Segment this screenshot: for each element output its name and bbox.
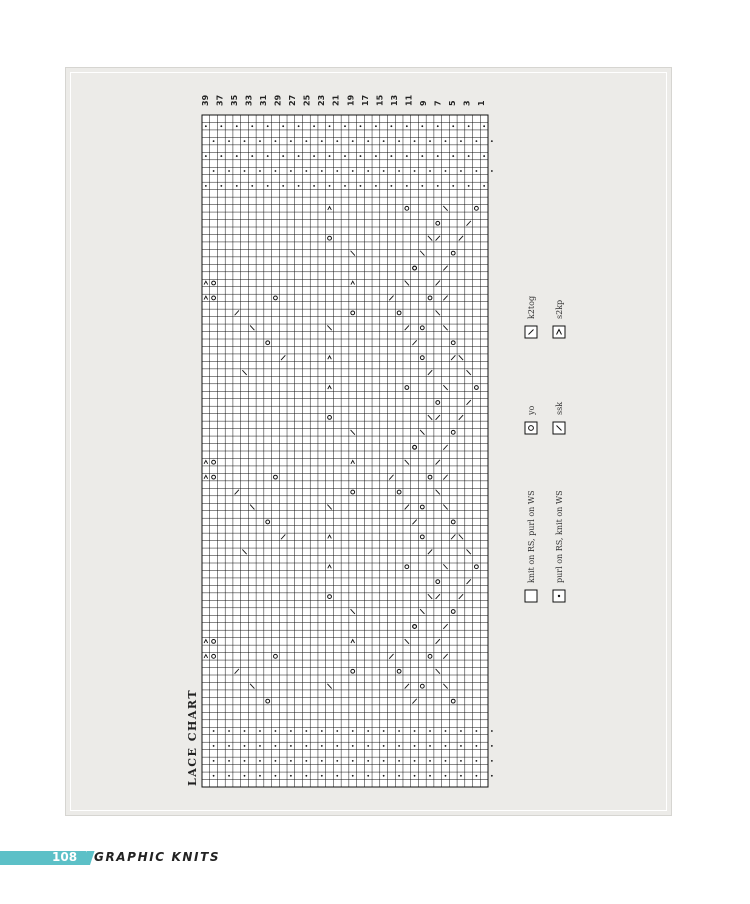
legend-label-yo: yo [527, 405, 536, 415]
purl-symbol [344, 125, 346, 127]
purl-symbol [476, 140, 478, 142]
purl-symbol [213, 140, 215, 142]
page-number: 108 [52, 850, 78, 864]
purl-symbol [483, 125, 485, 127]
purl-symbol [429, 730, 431, 732]
purl-symbol [383, 760, 385, 762]
purl-symbol [267, 125, 269, 127]
purl-symbol [228, 745, 230, 747]
purl-symbol [429, 745, 431, 747]
purl-symbol [383, 775, 385, 777]
legend-label-knit: knit on RS, purl on WS [527, 490, 536, 583]
row-number-label: 13 [389, 94, 399, 106]
purl-symbol [336, 760, 338, 762]
purl-symbol [352, 745, 354, 747]
purl-symbol [313, 185, 315, 187]
purl-symbol [282, 185, 284, 187]
purl-symbol [367, 775, 369, 777]
row-number-label: 29 [273, 94, 283, 106]
purl-symbol [282, 155, 284, 157]
purl-symbol [452, 125, 454, 127]
purl-symbol [491, 140, 493, 142]
purl-symbol [437, 125, 439, 127]
purl-symbol [329, 125, 331, 127]
purl-symbol [414, 745, 416, 747]
row-number-label: 17 [360, 94, 370, 106]
purl-symbol [406, 185, 408, 187]
row-number-labels [201, 94, 486, 106]
purl-symbol [313, 125, 315, 127]
legend-purl-icon [558, 595, 560, 597]
purl-symbol [228, 140, 230, 142]
purl-symbol [352, 170, 354, 172]
purl-symbol [275, 730, 277, 732]
purl-symbol [406, 155, 408, 157]
purl-symbol [398, 170, 400, 172]
purl-symbol [305, 170, 307, 172]
purl-symbol [305, 140, 307, 142]
purl-symbol [321, 760, 323, 762]
legend-label-purl: purl on RS, knit on WS [555, 490, 564, 583]
purl-symbol [336, 775, 338, 777]
purl-symbol [414, 760, 416, 762]
purl-symbol [398, 140, 400, 142]
purl-symbol [329, 155, 331, 157]
purl-symbol [213, 775, 215, 777]
purl-symbol [267, 155, 269, 157]
purl-symbol [476, 760, 478, 762]
purl-symbol [228, 170, 230, 172]
purl-symbol [336, 730, 338, 732]
row-number-label: 23 [317, 94, 327, 106]
purl-symbol [398, 745, 400, 747]
purl-symbol [275, 745, 277, 747]
purl-symbol [321, 745, 323, 747]
row-number-label: 31 [259, 94, 269, 106]
purl-symbol [460, 745, 462, 747]
purl-symbol [360, 155, 362, 157]
purl-symbol [414, 140, 416, 142]
purl-symbol [429, 775, 431, 777]
purl-symbol [259, 140, 261, 142]
purl-symbol [429, 140, 431, 142]
purl-symbol [483, 185, 485, 187]
purl-symbol [476, 775, 478, 777]
purl-symbol [213, 760, 215, 762]
purl-symbol [367, 730, 369, 732]
purl-symbol [205, 185, 207, 187]
purl-symbol [275, 170, 277, 172]
legend-swatch-yo [525, 422, 537, 434]
purl-symbol [468, 125, 470, 127]
legend-swatch-knit [525, 590, 537, 602]
purl-symbol [390, 185, 392, 187]
chart-title: LACE CHART [186, 688, 199, 786]
purl-symbol [290, 170, 292, 172]
purl-symbol [414, 730, 416, 732]
purl-symbol [244, 140, 246, 142]
purl-symbol [220, 125, 222, 127]
purl-symbol [275, 775, 277, 777]
purl-symbol [290, 745, 292, 747]
purl-symbol [360, 185, 362, 187]
purl-symbol [321, 730, 323, 732]
row-number-label: 37 [215, 94, 225, 106]
legend-label-k2tog: k2tog [527, 295, 536, 319]
purl-symbol [476, 730, 478, 732]
purl-symbol [421, 185, 423, 187]
purl-symbol [290, 730, 292, 732]
row-number-label: 5 [447, 100, 457, 106]
purl-symbol [491, 730, 493, 732]
purl-symbol [421, 155, 423, 157]
purl-symbol [390, 155, 392, 157]
purl-symbol [244, 170, 246, 172]
purl-symbol [429, 170, 431, 172]
purl-symbol [313, 155, 315, 157]
row-number-label: 7 [433, 100, 443, 106]
purl-symbol [383, 745, 385, 747]
purl-symbol [336, 170, 338, 172]
purl-symbol [228, 775, 230, 777]
purl-symbol [460, 170, 462, 172]
purl-symbol [491, 760, 493, 762]
legend [525, 296, 565, 602]
purl-symbol [259, 760, 261, 762]
purl-symbol [236, 185, 238, 187]
purl-symbol [383, 170, 385, 172]
row-number-label: 1 [477, 100, 486, 106]
purl-symbol [491, 170, 493, 172]
purl-symbol [344, 185, 346, 187]
purl-symbol [491, 745, 493, 747]
purl-symbol [367, 170, 369, 172]
purl-symbol [251, 125, 253, 127]
purl-symbol [298, 185, 300, 187]
purl-symbol [220, 185, 222, 187]
purl-symbol [445, 170, 447, 172]
purl-symbol [321, 140, 323, 142]
purl-symbol [244, 730, 246, 732]
purl-symbol [483, 155, 485, 157]
purl-symbol [437, 155, 439, 157]
purl-symbol [421, 125, 423, 127]
purl-symbol [360, 125, 362, 127]
purl-symbol [259, 775, 261, 777]
purl-symbol [398, 775, 400, 777]
purl-symbol [305, 775, 307, 777]
purl-symbol [367, 745, 369, 747]
purl-symbol [259, 170, 261, 172]
purl-symbol [398, 760, 400, 762]
purl-symbol [290, 760, 292, 762]
purl-symbol [321, 170, 323, 172]
purl-symbol [414, 775, 416, 777]
purl-symbol [445, 745, 447, 747]
legend-label-ssk: ssk [555, 401, 564, 415]
purl-symbol [390, 125, 392, 127]
purl-symbol [476, 745, 478, 747]
purl-symbol [352, 140, 354, 142]
purl-symbol [414, 170, 416, 172]
legend-label-s2kp: s2kp [555, 299, 564, 319]
purl-symbol [205, 125, 207, 127]
purl-symbol [367, 760, 369, 762]
row-number-label: 21 [331, 94, 341, 106]
purl-symbol [468, 185, 470, 187]
purl-symbol [275, 140, 277, 142]
row-number-label: 39 [201, 94, 210, 106]
purl-symbol [305, 745, 307, 747]
row-number-label: 33 [244, 94, 254, 106]
purl-symbol [244, 745, 246, 747]
purl-symbol [236, 155, 238, 157]
row-number-label: 15 [375, 94, 385, 106]
purl-symbol [429, 760, 431, 762]
purl-symbol [375, 185, 377, 187]
row-number-label: 25 [302, 94, 312, 106]
purl-symbol [460, 140, 462, 142]
purl-symbol [452, 185, 454, 187]
purl-symbol [213, 730, 215, 732]
row-number-label: 3 [462, 100, 472, 106]
purl-symbol [251, 185, 253, 187]
row-number-label: 27 [288, 94, 298, 106]
purl-symbol [321, 775, 323, 777]
purl-symbol [220, 155, 222, 157]
purl-symbol [445, 730, 447, 732]
purl-symbol [437, 185, 439, 187]
purl-symbol [452, 155, 454, 157]
row-number-label: 11 [404, 94, 414, 106]
book-title: GRAPHIC KNITS [94, 850, 221, 864]
purl-symbol [259, 745, 261, 747]
purl-symbol [213, 170, 215, 172]
purl-symbol [267, 185, 269, 187]
purl-symbol [375, 155, 377, 157]
purl-symbol [228, 760, 230, 762]
purl-symbol [460, 760, 462, 762]
purl-symbol [213, 745, 215, 747]
purl-symbol [468, 155, 470, 157]
row-number-label: 35 [230, 94, 240, 106]
purl-symbol [305, 760, 307, 762]
purl-symbol [445, 775, 447, 777]
purl-symbol [406, 125, 408, 127]
row-number-label: 19 [346, 94, 356, 106]
purl-symbol [244, 760, 246, 762]
purl-symbol [352, 760, 354, 762]
purl-symbol [282, 125, 284, 127]
purl-symbol [244, 775, 246, 777]
purl-symbol [228, 730, 230, 732]
purl-symbol [352, 775, 354, 777]
purl-symbol [383, 140, 385, 142]
purl-symbol [460, 775, 462, 777]
purl-symbol [344, 155, 346, 157]
legend-swatch-s2kp [553, 326, 565, 338]
row-number-label: 9 [418, 100, 428, 106]
purl-symbol [367, 140, 369, 142]
purl-symbol [298, 155, 300, 157]
purl-symbol [336, 140, 338, 142]
purl-symbol [352, 730, 354, 732]
purl-symbol [298, 125, 300, 127]
purl-symbol [236, 125, 238, 127]
purl-symbol [445, 140, 447, 142]
purl-symbol [305, 730, 307, 732]
purl-symbol [491, 775, 493, 777]
purl-symbol [445, 760, 447, 762]
purl-symbol [329, 185, 331, 187]
purl-symbol [336, 745, 338, 747]
purl-symbol [398, 730, 400, 732]
purl-symbol [290, 140, 292, 142]
purl-symbol [476, 170, 478, 172]
purl-symbol [460, 730, 462, 732]
purl-symbol [259, 730, 261, 732]
purl-symbol [375, 125, 377, 127]
purl-symbol [205, 155, 207, 157]
purl-symbol [251, 155, 253, 157]
purl-symbol [290, 775, 292, 777]
purl-symbol [383, 730, 385, 732]
purl-symbol [275, 760, 277, 762]
